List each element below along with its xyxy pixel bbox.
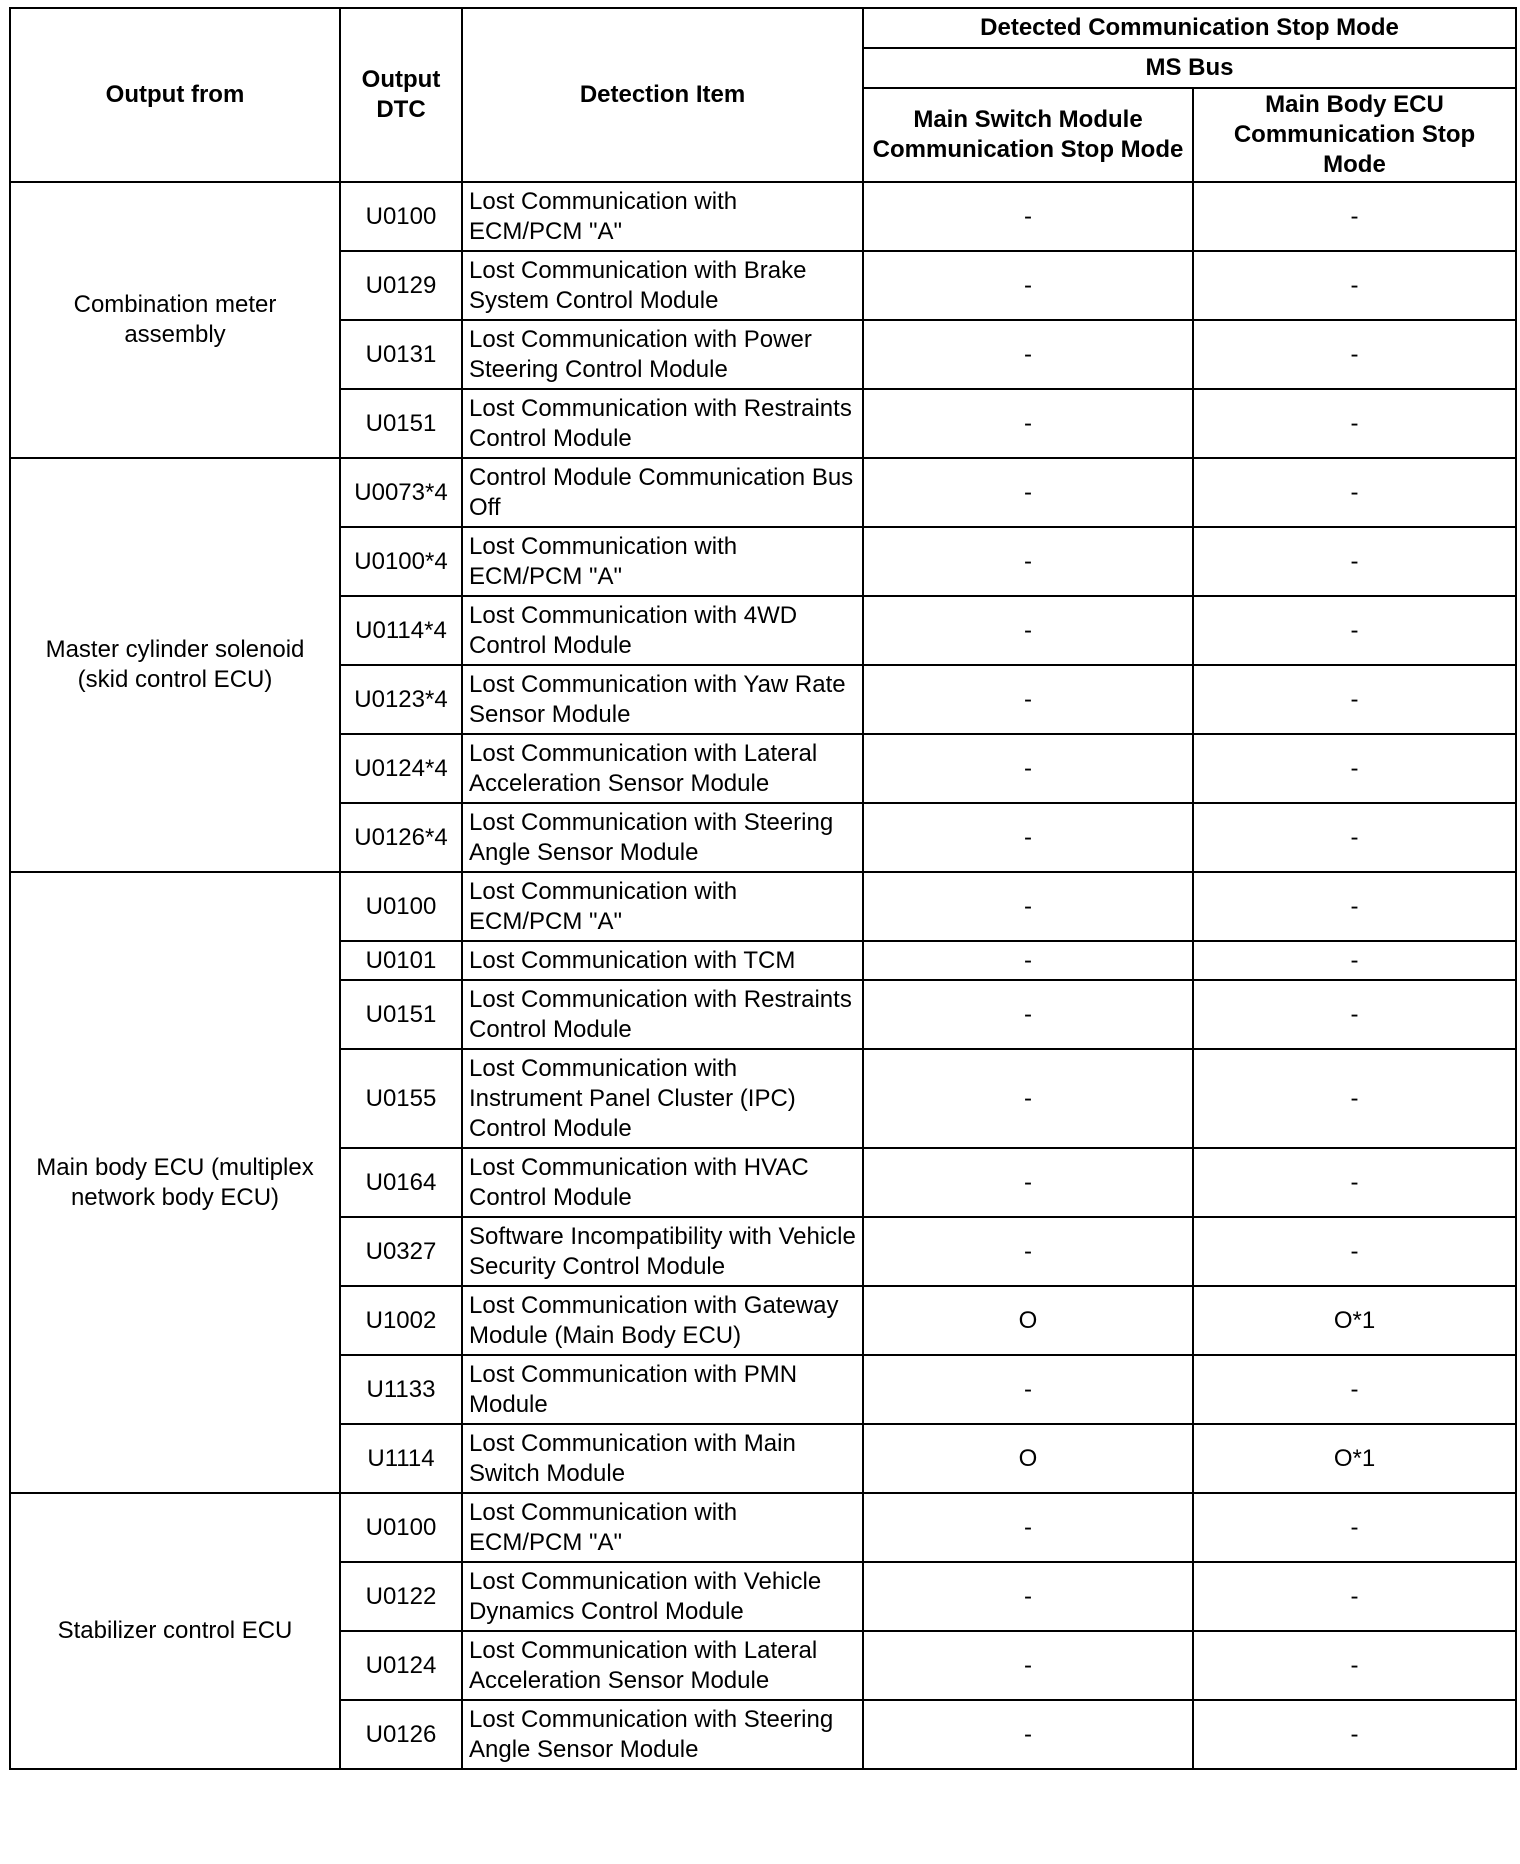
dtc-cell: U0073*4 <box>340 458 462 527</box>
main-switch-mode-cell: O <box>863 1424 1193 1493</box>
main-switch-mode-cell: - <box>863 665 1193 734</box>
main-body-mode-cell: O*1 <box>1193 1286 1516 1355</box>
main-switch-mode-cell: - <box>863 320 1193 389</box>
main-switch-mode-cell: - <box>863 941 1193 980</box>
dtc-cell: U0131 <box>340 320 462 389</box>
table-row <box>10 872 1516 941</box>
main-body-mode-cell: - <box>1193 527 1516 596</box>
main-switch-mode-cell: - <box>863 389 1193 458</box>
dtc-cell: U0100*4 <box>340 527 462 596</box>
main-body-mode-cell: - <box>1193 1631 1516 1700</box>
dtc-cell: U0126*4 <box>340 803 462 872</box>
header-detected-stop-mode: Detected Communication Stop Mode <box>863 8 1516 48</box>
main-switch-mode-cell: - <box>863 1355 1193 1424</box>
main-switch-mode-cell: - <box>863 527 1193 596</box>
header-output-dtc: Output DTC <box>340 8 462 182</box>
detection-item-cell: Lost Communication with Lateral Acceleration Sensor Module <box>462 734 863 803</box>
detection-item-cell: Lost Communication with Lateral Acceleration Sensor Module <box>462 1631 863 1700</box>
main-body-mode-cell: - <box>1193 1049 1516 1148</box>
dtc-cell: U0155 <box>340 1049 462 1148</box>
main-switch-mode-cell: - <box>863 1493 1193 1562</box>
dtc-cell: U0100 <box>340 1493 462 1562</box>
table-row <box>10 458 1516 527</box>
header-detection-item: Detection Item <box>462 8 863 182</box>
main-switch-mode-cell: - <box>863 1562 1193 1631</box>
main-body-mode-cell: - <box>1193 1562 1516 1631</box>
dtc-cell: U1002 <box>340 1286 462 1355</box>
main-switch-mode-cell: - <box>863 1049 1193 1148</box>
detection-item-cell: Lost Communication with Yaw Rate Sensor Module <box>462 665 863 734</box>
output-from-cell: Main body ECU (multiplex network body ECU) <box>10 872 340 1493</box>
detection-item-cell: Control Module Communication Bus Off <box>462 458 863 527</box>
detection-item-cell: Lost Communication with 4WD Control Module <box>462 596 863 665</box>
detection-item-cell: Lost Communication with Power Steering Control Module <box>462 320 863 389</box>
main-body-mode-cell: - <box>1193 1493 1516 1562</box>
detection-item-cell: Lost Communication with ECM/PCM "A" <box>462 527 863 596</box>
detection-item-cell: Lost Communication with Vehicle Dynamics Control Module <box>462 1562 863 1631</box>
table-row <box>10 1493 1516 1562</box>
dtc-cell: U0151 <box>340 980 462 1049</box>
main-body-mode-cell: - <box>1193 1355 1516 1424</box>
main-body-mode-cell: - <box>1193 458 1516 527</box>
detection-item-cell: Lost Communication with ECM/PCM "A" <box>462 1493 863 1562</box>
table-body <box>10 182 1516 1769</box>
main-body-mode-cell: - <box>1193 1148 1516 1217</box>
main-switch-mode-cell: - <box>863 1700 1193 1769</box>
main-switch-mode-cell: - <box>863 980 1193 1049</box>
main-body-mode-cell: - <box>1193 665 1516 734</box>
output-from-cell: Combination meter assembly <box>10 182 340 458</box>
dtc-cell: U0122 <box>340 1562 462 1631</box>
main-switch-mode-cell: - <box>863 251 1193 320</box>
detection-item-cell: Lost Communication with HVAC Control Module <box>462 1148 863 1217</box>
output-from-cell: Master cylinder solenoid (skid control ECU) <box>10 458 340 872</box>
dtc-cell: U0151 <box>340 389 462 458</box>
dtc-cell: U0124 <box>340 1631 462 1700</box>
main-body-mode-cell: - <box>1193 1217 1516 1286</box>
header-output-from: Output from <box>10 8 340 182</box>
main-body-mode-cell: - <box>1193 941 1516 980</box>
main-body-mode-cell: - <box>1193 1700 1516 1769</box>
detection-item-cell: Lost Communication with TCM <box>462 941 863 980</box>
main-switch-mode-cell: O <box>863 1286 1193 1355</box>
detection-item-cell: Lost Communication with Steering Angle Sensor Module <box>462 1700 863 1769</box>
main-body-mode-cell: - <box>1193 734 1516 803</box>
dtc-cell: U0100 <box>340 182 462 251</box>
dtc-cell: U0100 <box>340 872 462 941</box>
dtc-cell: U0114*4 <box>340 596 462 665</box>
dtc-cell: U0101 <box>340 941 462 980</box>
detection-item-cell: Lost Communication with PMN Module <box>462 1355 863 1424</box>
header-ms-bus: MS Bus <box>863 48 1516 88</box>
detection-item-cell: Lost Communication with Instrument Panel Cluster (IPC) Control Module <box>462 1049 863 1148</box>
main-body-mode-cell: - <box>1193 389 1516 458</box>
detection-item-cell: Lost Communication with Gateway Module (Main Body ECU) <box>462 1286 863 1355</box>
main-switch-mode-cell: - <box>863 458 1193 527</box>
dtc-cell: U0124*4 <box>340 734 462 803</box>
detection-item-cell: Lost Communication with ECM/PCM "A" <box>462 182 863 251</box>
dtc-cell: U1133 <box>340 1355 462 1424</box>
dtc-table <box>9 7 1517 1770</box>
output-from-cell: Stabilizer control ECU <box>10 1493 340 1769</box>
detection-item-cell: Software Incompatibility with Vehicle Security Control Module <box>462 1217 863 1286</box>
dtc-cell: U0129 <box>340 251 462 320</box>
detection-item-cell: Lost Communication with Steering Angle Sensor Module <box>462 803 863 872</box>
detection-item-cell: Lost Communication with Restraints Control Module <box>462 980 863 1049</box>
main-body-mode-cell: - <box>1193 872 1516 941</box>
main-body-mode-cell: O*1 <box>1193 1424 1516 1493</box>
main-body-mode-cell: - <box>1193 320 1516 389</box>
dtc-cell: U1114 <box>340 1424 462 1493</box>
dtc-cell: U0164 <box>340 1148 462 1217</box>
table-row <box>10 182 1516 251</box>
main-switch-mode-cell: - <box>863 1217 1193 1286</box>
detection-item-cell: Lost Communication with ECM/PCM "A" <box>462 872 863 941</box>
main-switch-mode-cell: - <box>863 1631 1193 1700</box>
header-main-body-stop-mode: Main Body ECU Communication Stop Mode <box>1193 88 1516 182</box>
main-body-mode-cell: - <box>1193 596 1516 665</box>
main-switch-mode-cell: - <box>863 734 1193 803</box>
detection-item-cell: Lost Communication with Restraints Control Module <box>462 389 863 458</box>
main-body-mode-cell: - <box>1193 803 1516 872</box>
detection-item-cell: Lost Communication with Main Switch Module <box>462 1424 863 1493</box>
main-body-mode-cell: - <box>1193 980 1516 1049</box>
dtc-cell: U0123*4 <box>340 665 462 734</box>
detection-item-cell: Lost Communication with Brake System Control Module <box>462 251 863 320</box>
dtc-cell: U0126 <box>340 1700 462 1769</box>
main-switch-mode-cell: - <box>863 1148 1193 1217</box>
main-switch-mode-cell: - <box>863 872 1193 941</box>
main-switch-mode-cell: - <box>863 596 1193 665</box>
dtc-cell: U0327 <box>340 1217 462 1286</box>
main-switch-mode-cell: - <box>863 803 1193 872</box>
main-body-mode-cell: - <box>1193 251 1516 320</box>
main-switch-mode-cell: - <box>863 182 1193 251</box>
main-body-mode-cell: - <box>1193 182 1516 251</box>
header-main-switch-stop-mode: Main Switch Module Communication Stop Mode <box>863 88 1193 182</box>
